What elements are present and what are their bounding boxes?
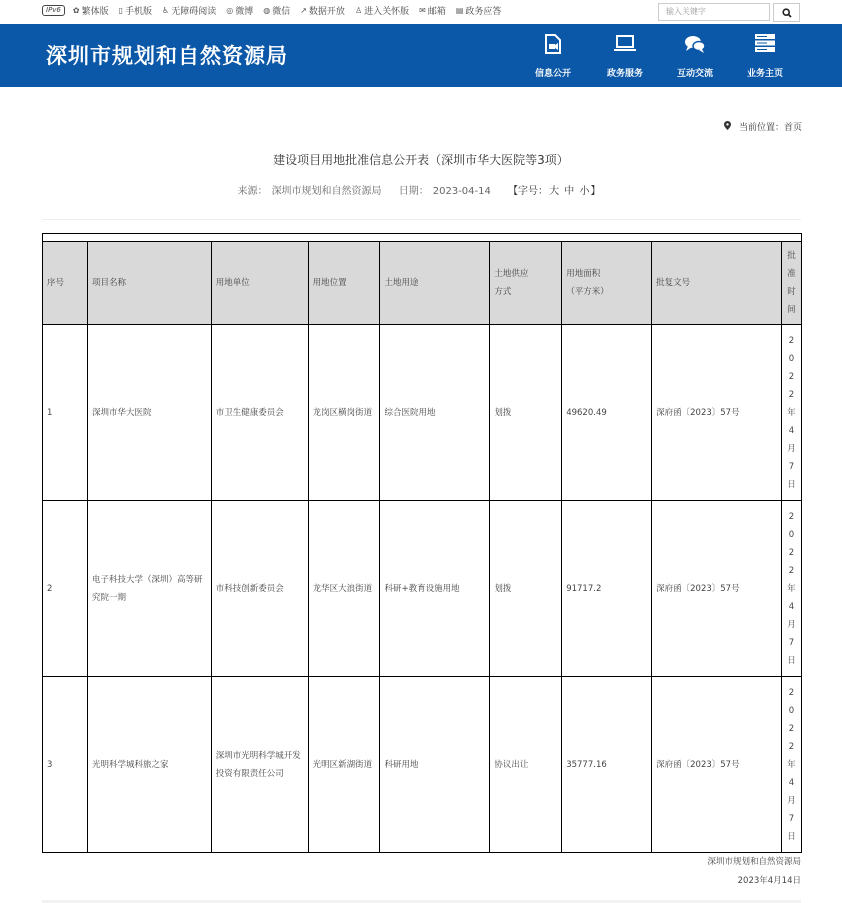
top-utility-bar bbox=[0, 0, 842, 24]
nav-interaction[interactable]: 互动交流 bbox=[663, 24, 727, 87]
land-approval-table bbox=[42, 233, 802, 853]
wechat-icon: ◍ bbox=[263, 6, 271, 15]
cell-land-unit: 市卫生健康委员会 bbox=[211, 325, 308, 501]
top-links bbox=[42, 4, 511, 17]
mailbox-link[interactable]: ✉ 邮箱 bbox=[419, 6, 446, 17]
mobile-icon: ▯ bbox=[118, 6, 124, 15]
chart-icon: ↗ bbox=[300, 6, 307, 15]
divider bbox=[42, 219, 801, 220]
mail-icon: ✉ bbox=[419, 6, 426, 15]
article-title: 建设项目用地批准信息公开表（深圳市华大医院等3项） bbox=[273, 153, 569, 167]
service-icon: ▤ bbox=[455, 6, 464, 15]
cell-no: 2 bbox=[43, 501, 88, 677]
header-no: 序号 bbox=[43, 242, 88, 325]
table-header-row bbox=[43, 242, 802, 325]
cell-location: 光明区新湖街道 bbox=[308, 677, 380, 853]
nav-business-home[interactable]: 业务主页 bbox=[733, 24, 797, 87]
table-blank-row bbox=[43, 234, 802, 242]
search-input[interactable]: 输入关键字 bbox=[658, 3, 770, 21]
cell-project-name: 光明科学城科旅之家 bbox=[87, 677, 211, 853]
table-row bbox=[43, 501, 802, 677]
header-supply-method: 土地供应 方式 bbox=[490, 242, 562, 325]
header-location: 用地位置 bbox=[308, 242, 380, 325]
cell-supply-method: 划拨 bbox=[490, 325, 562, 501]
date-label: 日期： bbox=[398, 186, 429, 197]
elder-care-version-link[interactable]: ♙ 进入关怀版 bbox=[354, 6, 410, 17]
cell-approval-time: 2 0 2 2 年 4 月 7 日 bbox=[781, 677, 801, 853]
search-icon bbox=[782, 8, 792, 18]
font-size-medium-button[interactable]: 中 bbox=[564, 186, 575, 197]
elder-icon: ♙ bbox=[354, 6, 363, 15]
header-land-usage: 土地用途 bbox=[380, 242, 490, 325]
source-label: 来源： bbox=[237, 186, 268, 197]
date-value: 2023-04-14 bbox=[432, 186, 491, 197]
cell-land-area: 91717.2 bbox=[562, 501, 652, 677]
location-pin-icon bbox=[724, 121, 731, 133]
cell-land-unit: 深圳市光明科学城开发投资有限责任公司 bbox=[211, 677, 308, 853]
accessibility-link[interactable]: ♿ 无障碍阅读 bbox=[162, 6, 217, 17]
site-logo[interactable]: 深圳市规划和自然资源局 bbox=[46, 43, 288, 68]
search-button[interactable] bbox=[773, 3, 800, 22]
source-value: 深圳市规划和自然资源局 bbox=[271, 186, 382, 197]
breadcrumb bbox=[724, 120, 802, 133]
cell-location: 龙华区大浪街道 bbox=[308, 501, 380, 677]
server-list-icon bbox=[755, 34, 775, 52]
wechat-link[interactable]: ◍ 微信 bbox=[263, 6, 291, 17]
cell-no: 3 bbox=[43, 677, 88, 853]
nav-government-services[interactable]: 政务服务 bbox=[593, 24, 657, 87]
cell-approval-doc: 深府函〔2023〕57号 bbox=[652, 325, 782, 501]
cell-land-area: 49620.49 bbox=[562, 325, 652, 501]
header-project-name: 项目名称 bbox=[87, 242, 211, 325]
cell-approval-time: 2 0 2 2 年 4 月 7 日 bbox=[781, 501, 801, 677]
breadcrumb-prefix: 当前位置： bbox=[738, 123, 784, 133]
cell-no: 1 bbox=[43, 325, 88, 501]
cell-location: 龙岗区横岗街道 bbox=[308, 325, 380, 501]
cell-approval-doc: 深府函〔2023〕57号 bbox=[652, 501, 782, 677]
cell-approval-time: 2 0 2 2 年 4 月 7 日 bbox=[781, 325, 801, 501]
cell-land-usage: 科研用地 bbox=[380, 677, 490, 853]
cell-supply-method: 划拨 bbox=[490, 501, 562, 677]
font-size-small-button[interactable]: 小 bbox=[579, 186, 590, 197]
cell-supply-method: 协议出让 bbox=[490, 677, 562, 853]
mobile-version-link[interactable]: ▯ 手机版 bbox=[118, 6, 153, 17]
header-land-area: 用地面积 （平方米） bbox=[562, 242, 652, 325]
cell-project-name: 电子科技大学（深圳）高等研究院一期 bbox=[87, 501, 211, 677]
font-size-large-button[interactable]: 大 bbox=[549, 186, 560, 197]
cell-project-name: 深圳市华大医院 bbox=[87, 325, 211, 501]
header-land-unit: 用地单位 bbox=[211, 242, 308, 325]
government-qa-link[interactable]: ▤ 政务应答 bbox=[455, 6, 502, 17]
table-row bbox=[43, 325, 802, 501]
breadcrumb-home-link[interactable]: 首页 bbox=[783, 123, 802, 133]
article-meta: 来源： 深圳市规划和自然资源局 日期： 2023-04-14 【字号：大 中 小】 bbox=[237, 186, 601, 197]
nav-info-disclosure[interactable]: 信息公开 bbox=[521, 24, 585, 87]
signature-date: 2023年4月14日 bbox=[737, 876, 801, 886]
weibo-icon: ◎ bbox=[226, 6, 234, 15]
cell-land-usage: 综合医院用地 bbox=[380, 325, 490, 501]
accessibility-icon: ♿ bbox=[162, 6, 170, 15]
header-approval-time: 批 准 时 间 bbox=[781, 242, 801, 325]
font-size-label: 【字号： bbox=[508, 186, 549, 197]
gear-icon: ✿ bbox=[72, 6, 80, 15]
open-data-link[interactable]: ↗ 数据开放 bbox=[300, 6, 345, 17]
cell-land-area: 35777.16 bbox=[562, 677, 652, 853]
weibo-link[interactable]: ◎ 微博 bbox=[226, 6, 254, 17]
cell-land-usage: 科研+教育设施用地 bbox=[380, 501, 490, 677]
traditional-chinese-link[interactable]: ✿ 繁体版 bbox=[72, 6, 109, 17]
laptop-icon bbox=[614, 34, 636, 52]
cell-land-unit: 市科技创新委员会 bbox=[211, 501, 308, 677]
ipv6-badge: IPv6 bbox=[42, 5, 65, 16]
table-row bbox=[43, 677, 802, 853]
header-approval-doc: 批复文号 bbox=[652, 242, 782, 325]
signature-org: 深圳市规划和自然资源局 bbox=[707, 857, 801, 867]
site-header bbox=[0, 24, 842, 87]
chat-bubbles-icon bbox=[684, 34, 706, 54]
cell-approval-doc: 深府函〔2023〕57号 bbox=[652, 677, 782, 853]
document-video-icon bbox=[545, 34, 561, 54]
